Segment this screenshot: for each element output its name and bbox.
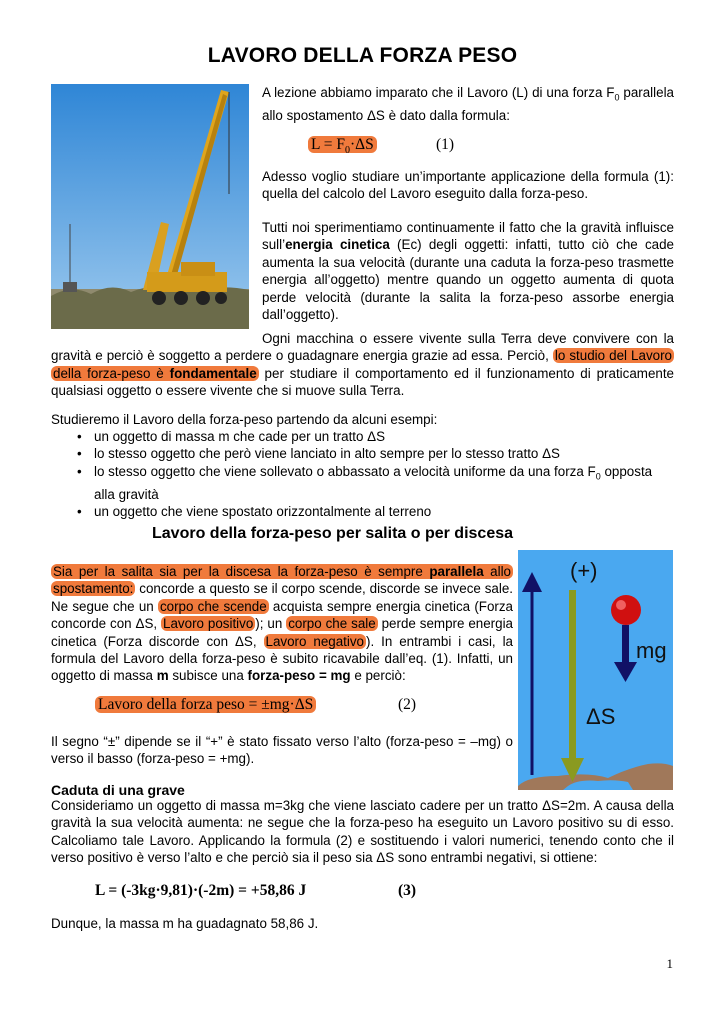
page-number: 1	[666, 956, 673, 971]
section-heading-caduta: Caduta di una grave	[51, 782, 185, 798]
plus-label: (+)	[570, 558, 598, 583]
examples-lead: Studieremo il Lavoro della forza-peso partendo da alcuni esempi:	[51, 412, 438, 427]
formula-3-number: (3)	[398, 882, 417, 899]
list-item: • lo stesso oggetto che però viene lanciato in alto sempre per lo stesso tratto ΔS	[74, 445, 674, 462]
section3-paragraph: Consideriamo un oggetto di massa m=3kg che viene lasciato cadere per un tratto ΔS=2m. A causa della gravità la sua velocità aumenta: ne segue che la forza-peso ha eseguito un Lavoro positivo su di esso. Calcoliamo tale Lavoro. Applicando la formula (2) e sostituendo i valori numerici, tenendo conto che il verso positivo è verso l’alto e che perciò sia il peso sia ΔS sono entrambi negativi, si ottiene:	[51, 798, 674, 866]
formula-2-number: (2)	[398, 696, 417, 713]
intro-paragraph-3: Tutti noi sperimentiamo continuamente il fatto che la gravità influisce sull’energia cinetica (Ec) degli oggetti: infatti, tutto ciò che cade aumenta la sua velocità (durante una caduta la forza-peso trasmette energia all’oggetto) mentre quando un oggetto aumenta di quota perde velocità (durante la salita la forza-peso assorbe energia dall’oggetto).	[262, 220, 674, 323]
delta-s-label: ΔS	[586, 704, 616, 729]
list-item: • lo stesso oggetto che viene sollevato o abbassato a velocità uniforme da una forza $F_0$ opposta alla gravità	[74, 463, 674, 503]
conclusion: Dunque, la massa m ha guadagnato 58,86 J.	[51, 916, 319, 931]
crane-photo	[51, 84, 249, 329]
page-title: LAVORO DELLA FORZA PESO	[207, 44, 518, 67]
intro-paragraph-4: Ogni macchina o essere vivente sulla Terra deve convivere con la gravità e perciò è soggetto a perdere o guadagnare energia grazie ad essa. Perciò, lo studio del Lavoro della forza-peso è fondamentale per studiare il comportamento ed il funzionamento di praticamente qualsiasi oggetto o essere vivente che si muove sulla Terra.	[51, 331, 675, 399]
intro-paragraph-1: A lezione abbiamo imparato che il Lavoro (L) di una forza $F_0$ parallela allo spostamento ΔS è dato dalla formula:	[262, 85, 674, 124]
section2-paragraph: Sia per la salita sia per la discesa la forza-peso è sempre parallela allo spostamento: concorde a questo se il corpo scende, discorde se invece sale. Ne segue che un corpo che scende acquista sempre energia cinetica (Forza concorde con ΔS, Lavoro positivo ); un corpo che sale perde sempre energia cinetica (Forza discorde con ΔS, Lavoro negativo ). In entrambi i casi, la formula del Lavoro della forza-peso è subito ricavabile dall’eq. (1). Infatti, un oggetto di massa m subisce una forza-peso = mg e perciò:	[51, 564, 514, 684]
mg-label: mg	[636, 638, 667, 663]
intro-paragraph-2: Adesso voglio studiare un’importante applicazione della formula (1): quella del calcolo del Lavoro eseguito dalla forza-peso.	[262, 169, 674, 202]
formula-1: $L = F_0\cdot\Delta S$	[308, 136, 377, 156]
section-heading-salita-discesa: Lavoro della forza-peso per salita o per discesa	[152, 525, 514, 542]
examples-list	[74, 428, 674, 521]
formula-1-number: (1)	[436, 136, 455, 153]
formula-3: L = (-3kg·9,81)·(-2m) = +58,86 J	[95, 882, 307, 899]
gravity-diagram	[518, 550, 673, 790]
formula-2: Lavoro della forza peso = ±mg·ΔS	[95, 696, 316, 714]
list-item: • un oggetto che viene spostato orizzontalmente al terreno	[74, 503, 674, 520]
sign-note: Il segno “±” dipende se il “+” è stato fissato verso l’alto (forza-peso = –mg) o verso il basso (forza-peso = +mg).	[51, 734, 513, 767]
list-item: • un oggetto di massa m che cade per un tratto ΔS	[74, 428, 674, 445]
